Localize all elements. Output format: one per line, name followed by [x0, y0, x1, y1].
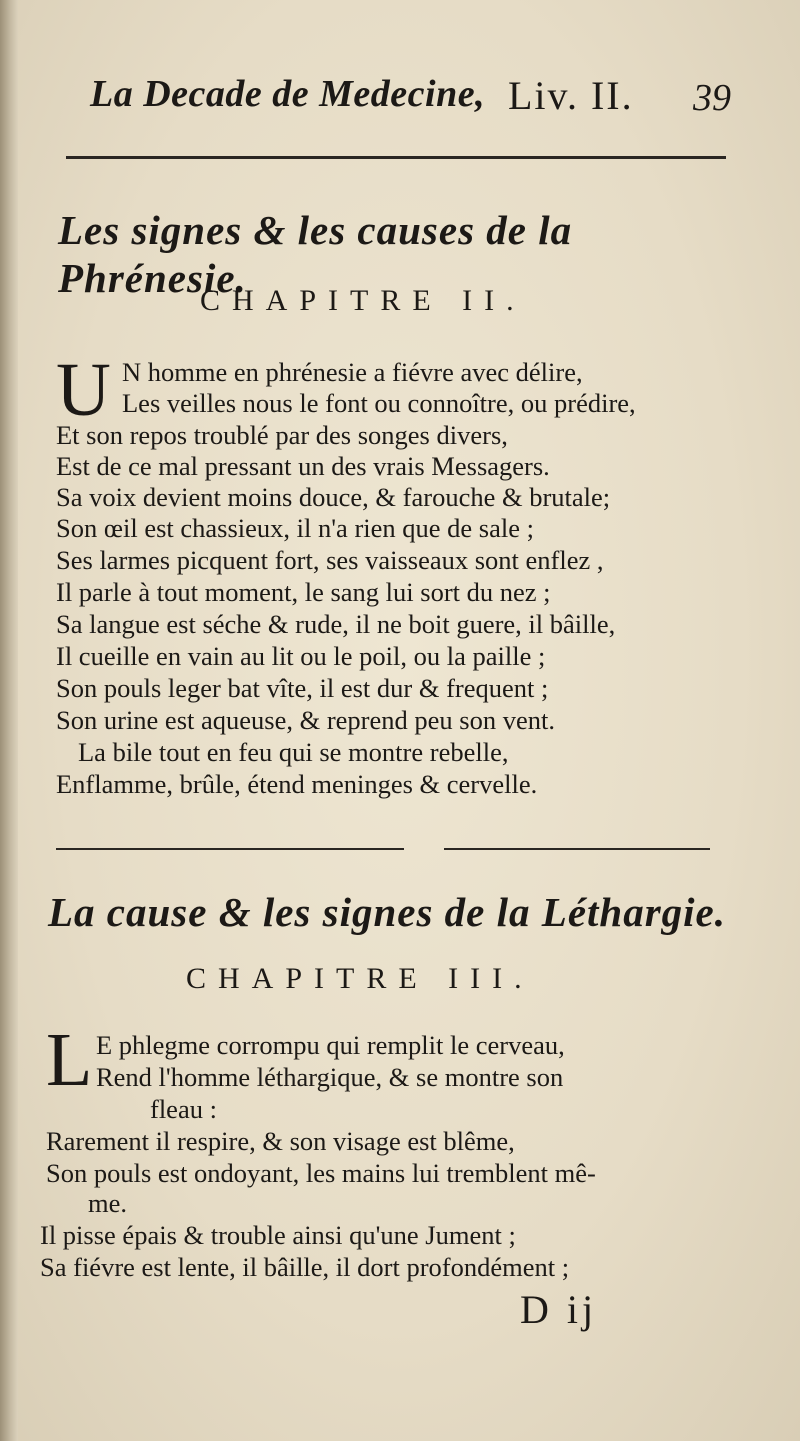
chapter-3-line: Il pisse épais & trouble ainsi qu'une Jument ;: [40, 1220, 516, 1250]
chapter-2-number: CHAPITRE II.: [200, 284, 526, 317]
chapter-2-line: N homme en phrénesie a fiévre avec délire,: [122, 357, 583, 387]
page-number: 39: [693, 77, 731, 119]
chapter-3-line: E phlegme corrompu qui remplit le cerveau,: [96, 1030, 565, 1060]
chapter-2-line: Est de ce mal pressant un des vrais Messagers.: [56, 451, 550, 481]
running-head: [90, 72, 740, 132]
header-rule: [66, 156, 726, 159]
divider-rule-right: [444, 848, 710, 850]
chapter-3-number: CHAPITRE III.: [186, 962, 534, 995]
chapter-3-line: Son pouls est ondoyant, les mains lui tremblent mê-: [46, 1158, 596, 1188]
chapter-3-line: Rend l'homme léthargique, & se montre son: [96, 1062, 564, 1092]
chapter-2-line: La bile tout en feu qui se montre rebelle,: [78, 737, 509, 767]
chapter-2-line: Et son repos troublé par des songes divers,: [56, 420, 508, 450]
signature-mark: D ij: [520, 1287, 598, 1332]
chapter-3-line: Rarement il respire, & son visage est blême,: [46, 1126, 515, 1156]
page-binding-edge: [0, 0, 18, 1441]
chapter-2-line: Sa voix devient moins douce, & farouche & brutale;: [56, 482, 611, 512]
chapter-2-line: Son œil est chassieux, il n'a rien que de sale ;: [56, 513, 534, 543]
chapter-3-line: fleau :: [150, 1094, 217, 1124]
chapter-2-line: Les veilles nous le font ou connoître, ou prédire,: [122, 388, 636, 418]
chapter-2-line: Son urine est aqueuse, & reprend peu son vent.: [56, 705, 555, 735]
chapter-2-line: Enflamme, brûle, étend meninges & cervelle.: [56, 769, 538, 799]
chapter-3-title: La cause & les signes de la Léthargie.: [48, 889, 727, 935]
chapter-2-line: Il cueille en vain au lit ou le poil, ou la paille ;: [56, 641, 546, 671]
chapter-2-line: Il parle à tout moment, le sang lui sort du nez ;: [56, 577, 551, 607]
chapter-2-title: Les signes & les causes de la Phrénesie.: [58, 207, 573, 301]
chapter-3-line: me.: [88, 1188, 127, 1218]
running-head-book: Liv. II.: [508, 73, 634, 118]
running-head-title: La Decade de Medecine,: [90, 73, 486, 115]
chapter-3-dropcap: L: [46, 1018, 93, 1102]
chapter-3-line: Sa fiévre est lente, il bâille, il dort profondément ;: [40, 1252, 570, 1282]
chapter-2-line: Sa langue est séche & rude, il ne boit guere, il bâille,: [56, 609, 616, 639]
chapter-2-line: Son pouls leger bat vîte, il est dur & frequent ;: [56, 673, 549, 703]
divider-rule-left: [56, 848, 404, 850]
chapter-2-dropcap: U: [56, 348, 111, 432]
chapter-2-line: Ses larmes picquent fort, ses vaisseaux sont enflez ,: [56, 545, 604, 575]
